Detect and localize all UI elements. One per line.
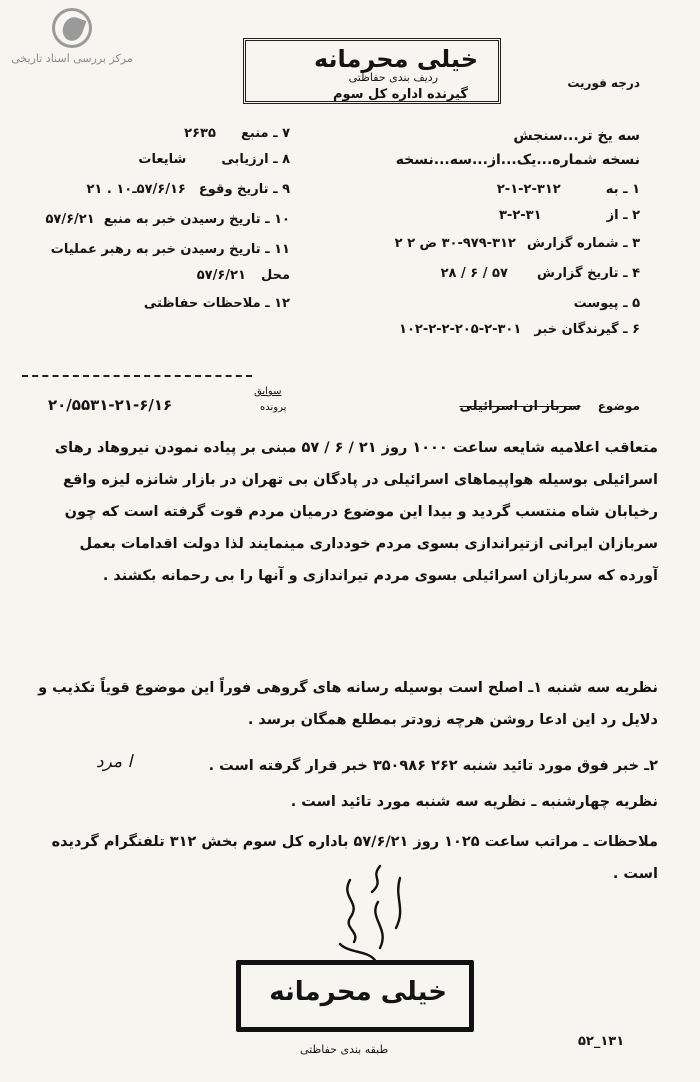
right-item-value: ۳۱۲‑۲‑۱‑۲ [496,182,561,197]
stamp-bottom-text: خیلی محرمانه [269,977,447,1007]
subject-value: سرباز ان اسرائیلی [459,399,581,414]
left-header-item [40,122,290,141]
left-header-item [40,264,290,283]
handwritten-note: ا مرد [96,752,133,772]
subject-label: موضوع [597,399,640,413]
right-item-label: ۳ ـ شماره گزارش [526,236,640,251]
left-header-item [40,148,290,167]
right-header-item [340,232,640,251]
urgency-label: درجه فوریت [567,76,640,90]
watermark-text: مرکز بررسی اسناد تاریخی [11,52,133,65]
right-header-item [340,204,640,223]
body-paragraph-4: نظریه چهارشنبه ـ نظریه سه شنبه مورد تائید است . [290,794,658,810]
left-item-label: ۱۰ ـ تاریخ رسیدن خبر به منبع [103,212,290,227]
classification-stamp-top [243,38,501,104]
left-item-label: محل [260,268,290,283]
records-box [254,386,294,414]
file-label: پرونده [260,402,287,413]
right-header-item [340,292,640,311]
stamp-caption: طبقه بندی حفاظتی [300,1043,389,1056]
stamp-top-line3: گیرنده اداره کل سوم [333,87,468,102]
page-number: ۵۲_۱۳۱ [578,1034,625,1049]
file-reference: ۶/۱۶‑۲۱‑۲۰/۵۵۳۱ [48,396,173,414]
copy-number: نسخه شماره...یک...از...سه...نسخه [395,152,640,168]
left-header-item [30,208,290,227]
body-paragraph-5: ملاحظات ـ مراتب ساعت ۱۰۲۵ روز ۵۷/۶/۲۱ باداره کل سوم بخش ۳۱۲ تلفنگرام گردیده است . [51,834,658,882]
left-item-label: ۱۲ ـ ملاحظات حفاظتی [143,296,290,311]
subject-line [310,395,640,414]
records-label: سوابق [254,386,282,397]
right-item-label: ۲ ـ از [606,208,640,223]
left-item-label: ۹ ـ تاریخ وقوع [198,182,290,197]
left-item-label: ۷ ـ منبع [241,126,290,141]
body-paragraph-1: متعاقب اعلامیه شایعه ساعت ۱۰۰۰ روز ۲۱ / ۶ / ۵۷ مبنی بر پیاده نمودن نیروهاد رهای اسرائیلی بوسیله هواپیماهای اسرائیلی در پادگان بی تهران در بازار شانزه لیزه واقع رخیابان شاه منتسب گردید و بیدا این موضوع درمیان مردم قوت گرفته است که چون سربازان ایرانی ازتیراندازی بسوی مردم خودداری مینمایند لذا دولت اقدامات بعمل آورده که سربازان اسرائیلی بسوی مردم تیراندازی و آنها را بی رحمانه بکشند . [54,440,658,584]
left-item-label: ۱۱ ـ تاریخ رسیدن خبر به رهبر عملیات [50,242,290,257]
header-title: سه یخ تر...سنجش [513,128,640,144]
right-item-value: ۵۷ / ۶ / ۲۸ [440,266,508,281]
right-item-label: ۴ ـ تاریخ گزارش [537,266,640,281]
right-item-label: ۱ ـ به [605,182,640,197]
archive-logo-icon [52,8,92,48]
left-item-value: ۵۷/۶/۱۶ـ۱۰ . ۲۱ [86,182,186,197]
right-item-label: ۵ ـ پیوست [573,296,640,311]
right-item-value: ۳۱۲‑۹۷۹‑۳۰ ض ۲ ۲ [394,236,516,251]
left-item-label: ۸ ـ ارزیابی [221,152,290,167]
right-header-item [340,262,640,281]
left-item-value: ۵۷/۶/۲۱ [45,212,95,227]
left-item-value: ۲۶۳۵ [184,126,216,141]
right-header-item [340,318,640,337]
left-header-item [40,292,290,311]
body-paragraph-3: ۲ـ خبر فوق مورد تائید شنبه ۲۶۲ ۳۵۰۹۸۶ خبر قرار گرفته است . [208,758,658,774]
left-header-item [30,178,290,197]
right-header-item [340,178,640,197]
stamp-top-line2: ردیف بندی حفاظتی [348,71,438,84]
stamp-top-line1: خیلی محرمانه [313,45,478,73]
body-paragraph-2: نظریه سه شنبه ۱ـ اصلح است بوسیله رسانه های گروهی فوراً این موضوع قویاً تکذیب و دلایل رد این ادعا روشن هرچه زودتر بمطلع همگان برسد . [38,680,658,728]
left-header-item [30,238,290,257]
right-item-value: ۳۰۱‑۲‑۲۰۵‑۲‑۲‑۱۰۲ [399,322,522,337]
watermark [8,8,133,66]
left-item-value: ۵۷/۶/۲۱ [196,268,246,283]
divider [22,375,252,377]
left-item-value: شایعات [138,152,187,167]
right-item-label: ۶ ـ گیرندگان خبر [534,322,640,337]
right-item-value: ۳۱‑۲‑۳ [498,208,542,223]
classification-stamp-bottom [236,960,474,1032]
